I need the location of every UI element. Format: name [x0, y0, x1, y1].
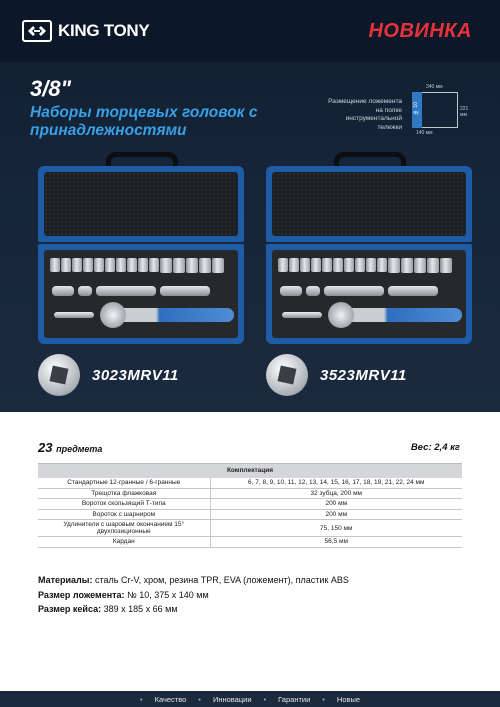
6-point-socket-icon [266, 354, 308, 396]
socket-icon [186, 258, 198, 273]
socket-tray [44, 250, 238, 338]
piece-count-unit: предмета [56, 444, 103, 454]
brand-logo[interactable] [22, 20, 149, 42]
piece-count [38, 440, 102, 455]
drive-size-title: 3/8" [30, 76, 72, 101]
ratchet-head-icon [328, 302, 354, 328]
tray-placement-note: Размещение ложемента на полке инструментальной тележки [328, 98, 402, 131]
item-name: Вороток с шарниром [92, 510, 156, 518]
universal-joint-icon [306, 286, 320, 296]
socket-icon [377, 258, 387, 272]
case-size-label: Размер кейса: [38, 604, 102, 614]
model-right [266, 354, 407, 396]
lid-foam [272, 172, 466, 236]
footer-item: Новые [336, 694, 361, 704]
socket-icon [72, 258, 82, 272]
extension-icon [280, 286, 302, 296]
materials-line [38, 573, 349, 588]
extension-long-icon [96, 286, 156, 296]
model-code: 3523MRV11 [320, 366, 407, 384]
top-bar [0, 0, 500, 62]
table-row [38, 520, 462, 537]
item-name: Удлинители с шаровым окончанием 15° двухпозиционные [63, 521, 185, 535]
socket-icon [50, 258, 60, 272]
t-bar-icon [282, 312, 322, 318]
socket-icon [138, 258, 148, 272]
socket-row [50, 258, 224, 273]
ratchet-handle-icon [342, 308, 462, 322]
footer-item: Инновации [212, 694, 252, 704]
model-code: 3023MRV11 [92, 366, 179, 384]
materials-label: Материалы: [38, 575, 93, 585]
table-row [38, 499, 462, 510]
socket-hole [50, 366, 69, 385]
bullet-icon: • [322, 694, 325, 704]
bullet-icon: • [198, 694, 201, 704]
bullet-icon: • [139, 694, 143, 704]
extension-row [280, 286, 438, 296]
tray-diagram [412, 84, 469, 136]
socket-icon [289, 258, 299, 272]
materials-block [38, 573, 349, 617]
socket-icon [300, 258, 310, 272]
new-badge: НОВИНКА [368, 20, 472, 42]
case-base [266, 244, 472, 344]
socket-hole [278, 366, 297, 385]
socket-icon [366, 258, 376, 272]
item-value: 75, 150 мм [210, 520, 462, 537]
socket-icon [61, 258, 71, 272]
socket-icon [127, 258, 137, 272]
ratchet-handle-icon [114, 308, 234, 322]
product-subtitle: Наборы торцевых головок с принадлежностями [30, 104, 258, 139]
weight: Вес: 2,4 кг [410, 442, 460, 453]
footer-bar [0, 691, 500, 707]
extension-icon [52, 286, 74, 296]
hinge-handle-icon [160, 286, 210, 296]
tray-number-label: № 10 [413, 102, 419, 115]
case-lid [266, 166, 472, 242]
tray-size-label: Размер ложемента: [38, 589, 125, 600]
tray-dim-side: 221 мм [460, 106, 469, 118]
footer-item: Качество [154, 694, 187, 704]
table-header: Комплектация [38, 464, 462, 478]
socket-icon [333, 258, 343, 272]
socket-icon [427, 258, 439, 273]
wrench-logo-icon [22, 20, 52, 42]
socket-icon [311, 258, 321, 272]
socket-icon [116, 258, 126, 272]
socket-icon [344, 258, 354, 272]
socket-icon [212, 258, 224, 273]
case-size-line [38, 602, 349, 617]
case-lid [38, 166, 244, 242]
item-value: 200 мм [210, 499, 462, 510]
socket-icon [388, 258, 400, 273]
tray-dim-bottom: 140 мм [416, 130, 433, 136]
model-left [38, 354, 179, 396]
item-value: 32 зубца, 200 мм [210, 488, 462, 499]
tray-dim-top: 340 мм [426, 84, 443, 90]
socket-icon [149, 258, 159, 272]
socket-icon [105, 258, 115, 272]
item-value: 56,5 мм [210, 537, 462, 548]
tray-size-line [38, 588, 349, 603]
tray-size-value: № 10, 375 x 140 мм [127, 589, 209, 600]
item-value: 6, 7, 8, 9, 10, 11, 12, 13, 14, 15, 16, 17, 18, 19, 21, 22, 24 мм [210, 478, 462, 489]
t-bar-icon [54, 312, 94, 318]
case-base [38, 244, 244, 344]
socket-icon [401, 258, 413, 273]
socket-tray [272, 250, 466, 338]
hinge-handle-icon [388, 286, 438, 296]
table-row [38, 488, 462, 499]
socket-icon [355, 258, 365, 272]
socket-icon [414, 258, 426, 273]
socket-icon [440, 258, 452, 273]
ratchet-head-icon [100, 302, 126, 328]
socket-row [278, 258, 452, 273]
table-row [38, 537, 462, 548]
item-value: 200 мм [210, 509, 462, 520]
piece-count-number: 23 [38, 440, 53, 455]
bullet-icon: • [263, 694, 267, 704]
extension-row [52, 286, 210, 296]
item-name: Трещотка флажковая [91, 489, 157, 497]
socket-icon [94, 258, 104, 272]
socket-icon [322, 258, 332, 272]
case-image-right [266, 148, 472, 348]
socket-icon [173, 258, 185, 273]
contents-table [38, 463, 462, 548]
universal-joint-icon [78, 286, 92, 296]
extension-long-icon [324, 286, 384, 296]
table-row [38, 478, 462, 489]
socket-icon [278, 258, 288, 272]
materials-value: сталь Cr-V, хром, резина TPR, EVA (ложемент), пластик ABS [94, 575, 349, 585]
table-row [38, 509, 462, 520]
case-image-left [38, 148, 244, 348]
socket-icon [160, 258, 172, 273]
item-name: Стандартные 12-гранные / 6-гранные [67, 479, 181, 486]
socket-icon [83, 258, 93, 272]
case-size-value: 389 x 185 x 66 мм [103, 604, 178, 614]
item-name: Вороток скользящий Т-типа [81, 500, 166, 508]
footer-item: Гарантии [278, 694, 311, 704]
item-name: Кардан [112, 538, 135, 546]
12-point-socket-icon [38, 354, 80, 396]
brand-name: KING TONY [58, 21, 150, 40]
socket-icon [199, 258, 211, 273]
lid-foam [44, 172, 238, 236]
